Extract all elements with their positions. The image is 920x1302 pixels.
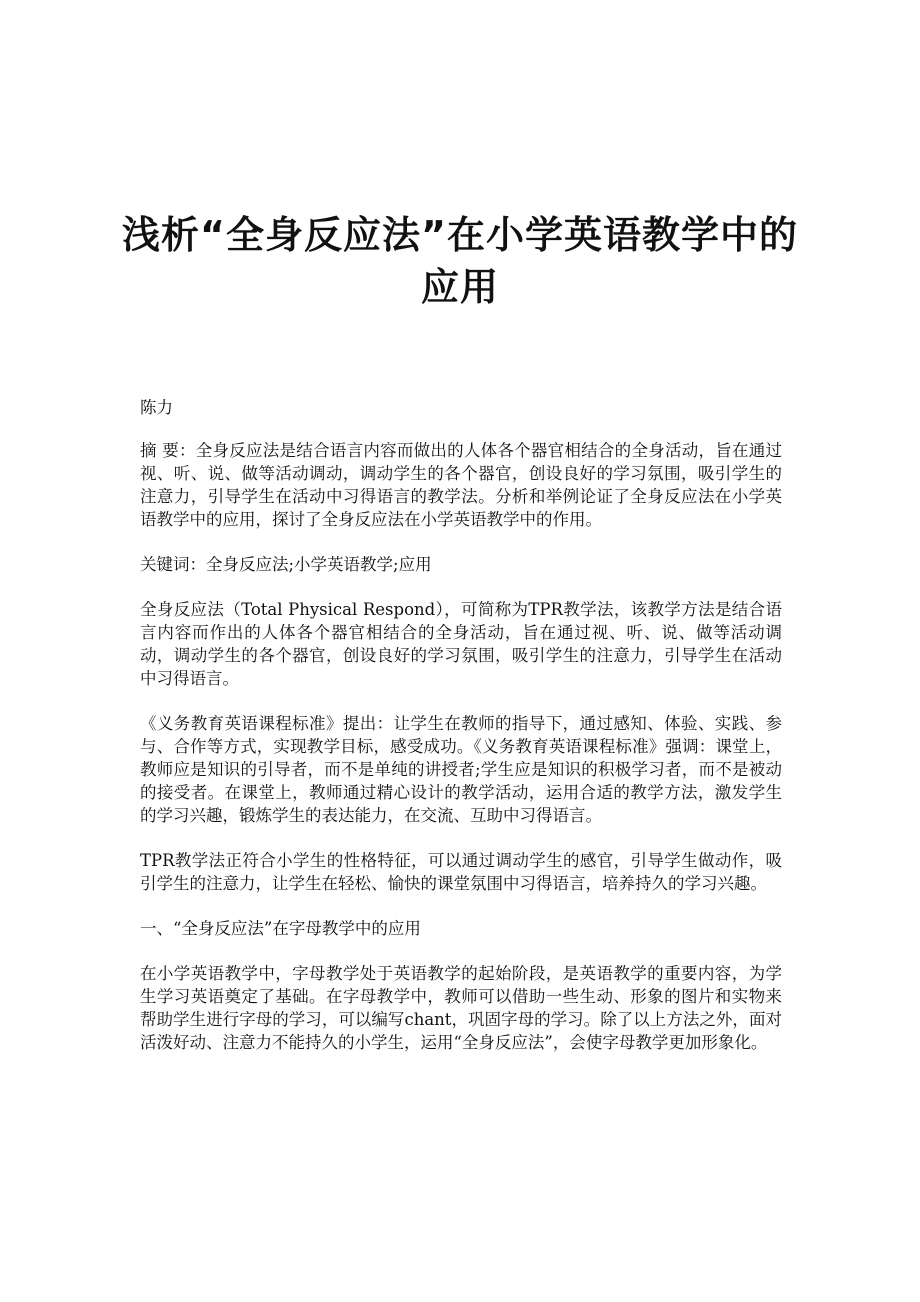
body-paragraph-3: TPR教学法正符合小学生的性格特征，可以通过调动学生的感官，引导学生做动作，吸引学生的注意力，让学生在轻松、愉快的课堂氛围中习得语言，培养持久的学习兴趣。 [140,851,782,893]
article-title: 浅析“全身反应法”在小学英语教学中的应用 [122,213,798,310]
abstract: 摘 要：全身反应法是结合语言内容而做出的人体各个器官相结合的全身活动，旨在通过视、听、说、做等活动调动，调动学生的各个器官，创设良好的学习氛围，吸引学生的注意力，引导学生在活动中习得语言的教学法。分析和举例论证了全身反应法在小学英语教学中的应用，探讨了全身反应法在小学英语教学中的作用。 [140,441,782,529]
body-paragraph-2: 《义务教育英语课程标准》提出：让学生在教师的指导下，通过感知、体验、实践、参与、合作等方式，实现教学目标，感受成功。《义务教育英语课程标准》强调：课堂上，教师应是知识的引导者，而不是单纯的讲授者;学生应是知识的积极学习者，而不是被动的接受者。在课堂上，教师通过精心设计的教学活动，运用合适的教学方法，激发学生的学习兴趣，锻炼学生的表达能力，在交流、互助中习得语言。 [140,714,782,825]
section-paragraph: 在小学英语教学中，字母教学处于英语教学的起始阶段，是英语教学的重要内容，为学生学习英语奠定了基础。在字母教学中，教师可以借助一些生动、形象的图片和实物来帮助学生进行字母的学习，可以编写chant，巩固字母的学习。除了以上方法之外，面对活泼好动、注意力不能持久的小学生，运用“全身反应法”，会使字母教学更加形象化。 [140,964,782,1052]
article-body [140,396,782,1076]
body-paragraph-1: 全身反应法（Total Physical Respond），可简称为TPR教学法，该教学方法是结合语言内容而作出的人体各个器官相结合的全身活动，旨在通过视、听、说、做等活动调动，调动学生的各个器官，创设良好的学习氛围，吸引学生的注意力，引导学生在活动中习得语言。 [140,600,782,688]
author-name: 陈力 [140,398,173,417]
section-heading: 一、“全身反应法”在字母教学中的应用 [140,919,421,938]
keywords: 关键词：全身反应法;小学英语教学;应用 [140,555,432,574]
